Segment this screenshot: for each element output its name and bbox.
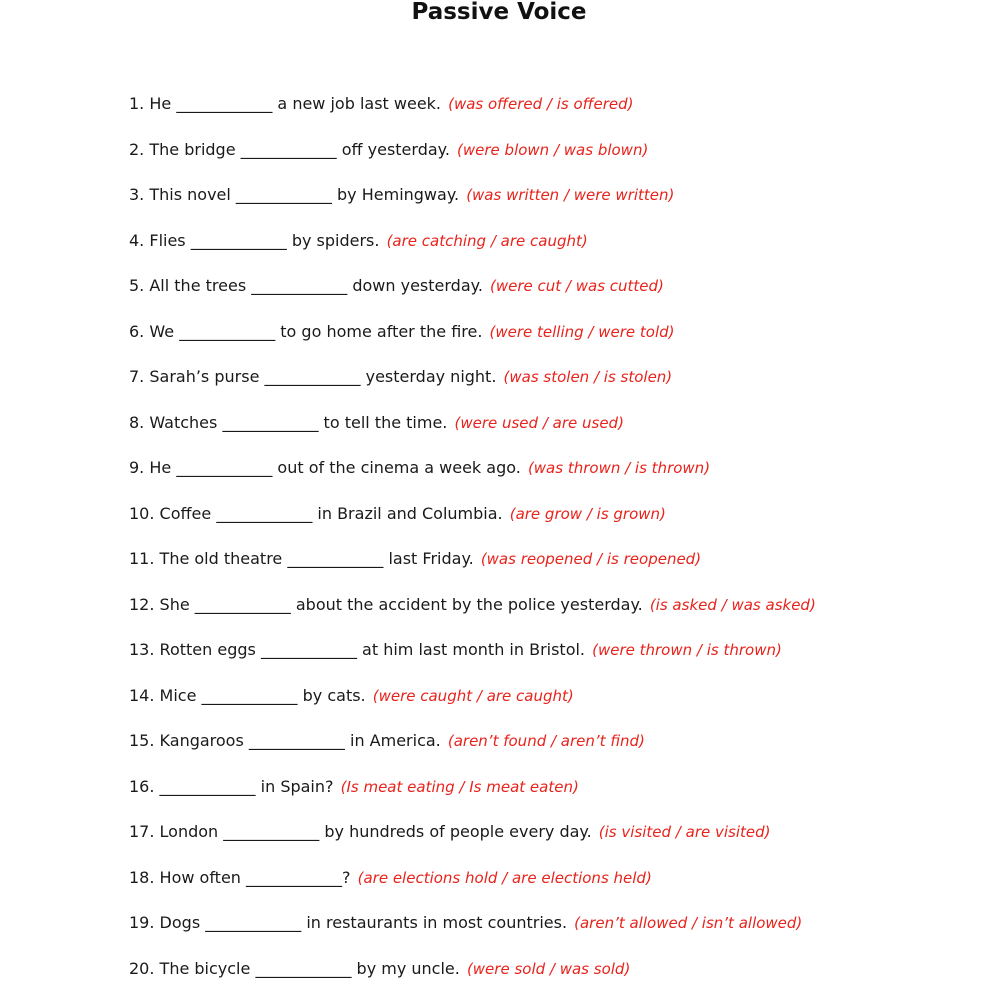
question-item	[129, 905, 816, 951]
question-text-before: He	[149, 458, 172, 477]
question-text-after: by my uncle.	[356, 958, 460, 978]
answer-blank[interactable]: ____________	[240, 139, 337, 159]
question-text-after: in Brazil and Columbia.	[317, 503, 503, 523]
question-number: 8.	[129, 412, 145, 432]
question-text-before: We	[149, 321, 175, 341]
question-number: 15.	[129, 731, 155, 750]
answer-blank[interactable]: ____________	[260, 640, 357, 659]
question-item	[129, 86, 816, 132]
question-text-before: She	[159, 594, 190, 614]
question-list	[129, 86, 816, 996]
answer-options: (were used / are used)	[454, 413, 624, 432]
question-number: 12.	[129, 594, 155, 614]
answer-blank[interactable]: ____________	[205, 913, 302, 932]
question-item	[129, 769, 816, 815]
question-text-before: The old theatre	[159, 549, 283, 568]
question-text-before: Watches	[149, 412, 218, 432]
question-text-before: Mice	[159, 685, 197, 705]
answer-options: (were sold / was sold)	[466, 959, 631, 978]
question-item	[129, 450, 816, 496]
question-text-before: Kangaroos	[159, 731, 244, 750]
question-item	[129, 132, 816, 178]
question-text-after: by Hemingway.	[337, 185, 460, 204]
question-item	[129, 814, 816, 860]
question-text-after: by spiders.	[291, 230, 380, 250]
question-number: 5.	[129, 276, 145, 295]
question-item	[129, 496, 816, 542]
question-number: 19.	[129, 913, 155, 932]
question-text-before: Sarah’s purse	[149, 367, 260, 386]
answer-blank[interactable]: ____________	[176, 94, 273, 113]
question-number: 2.	[129, 139, 145, 159]
answer-options: (Is meat eating / Is meat eaten)	[340, 777, 579, 796]
question-text-after: out of the cinema a week ago.	[277, 458, 521, 477]
question-number: 11.	[129, 549, 155, 568]
question-number: 3.	[129, 185, 145, 204]
question-item	[129, 678, 816, 724]
question-text-after: by hundreds of people every day.	[324, 822, 592, 841]
answer-options: (is visited / are visited)	[598, 823, 771, 841]
question-item	[129, 177, 816, 223]
answer-options: (aren’t found / aren’t find)	[447, 732, 645, 750]
question-number: 6.	[129, 321, 145, 341]
answer-blank[interactable]: ____________	[201, 685, 298, 705]
answer-blank[interactable]: ____________	[222, 412, 319, 432]
answer-options: (were telling / were told)	[489, 322, 675, 341]
question-item	[129, 632, 816, 678]
answer-blank[interactable]: ____________	[264, 367, 361, 386]
question-text-after: yesterday night.	[365, 367, 497, 386]
question-text-before: Rotten eggs	[159, 640, 256, 659]
question-item	[129, 860, 816, 906]
question-number: 10.	[129, 503, 155, 523]
answer-options: (was stolen / is stolen)	[503, 368, 673, 386]
answer-options: (are grow / is grown)	[509, 504, 666, 523]
question-text-after: a new job last week.	[277, 94, 442, 113]
question-text-before: Dogs	[159, 913, 201, 932]
answer-blank[interactable]: ____________	[287, 549, 384, 568]
answer-options: (was thrown / is thrown)	[527, 459, 711, 477]
answer-blank[interactable]: ____________	[235, 185, 332, 204]
question-text-after: at him last month in Bristol.	[362, 640, 586, 659]
question-text-after: last Friday.	[388, 549, 474, 568]
question-item	[129, 723, 816, 769]
question-number: 18.	[129, 867, 155, 887]
question-number: 13.	[129, 640, 155, 659]
question-text-before: The bicycle	[159, 958, 251, 978]
answer-blank[interactable]: ____________	[255, 958, 352, 978]
question-number: 1.	[129, 94, 145, 113]
answer-options: (were cut / was cutted)	[490, 277, 664, 295]
answer-blank[interactable]: ____________	[246, 867, 343, 887]
question-text-before: This novel	[149, 185, 231, 204]
question-text-before: The bridge	[149, 139, 236, 159]
question-text-after: in restaurants in most countries.	[306, 913, 568, 932]
question-item	[129, 268, 816, 314]
question-text-before: Coffee	[159, 503, 212, 523]
question-text-before: Flies	[149, 230, 186, 250]
answer-blank[interactable]: ____________	[223, 822, 320, 841]
question-text-before: London	[159, 822, 219, 841]
question-number: 17.	[129, 822, 155, 841]
question-number: 14.	[129, 685, 155, 705]
answer-blank[interactable]: ____________	[190, 230, 287, 250]
question-number: 7.	[129, 367, 145, 386]
answer-options: (were caught / are caught)	[372, 686, 574, 705]
answer-options: (were blown / was blown)	[457, 140, 649, 159]
question-item	[129, 223, 816, 269]
question-number: 20.	[129, 958, 155, 978]
answer-blank[interactable]: ____________	[179, 321, 276, 341]
question-number: 9.	[129, 458, 145, 477]
answer-blank[interactable]: ____________	[159, 776, 256, 796]
question-text-before: How often	[159, 867, 241, 887]
question-text-after: in America.	[350, 731, 441, 750]
answer-options: (were thrown / is thrown)	[592, 641, 782, 659]
answer-options: (was offered / is offered)	[448, 95, 634, 113]
answer-options: (are catching / are caught)	[386, 231, 588, 250]
question-number: 16.	[129, 776, 155, 796]
answer-options: (are elections hold / are elections held)	[357, 868, 652, 887]
question-item	[129, 359, 816, 405]
question-text-after: about the accident by the police yesterday.	[295, 594, 643, 614]
answer-blank[interactable]: ____________	[251, 276, 348, 295]
question-number: 4.	[129, 230, 145, 250]
question-item	[129, 541, 816, 587]
answer-options: (aren’t allowed / isn’t allowed)	[574, 914, 803, 932]
answer-blank[interactable]: ____________	[248, 731, 345, 750]
answer-options: (was written / were written)	[466, 186, 675, 204]
question-text-after: down yesterday.	[352, 276, 483, 295]
answer-blank[interactable]: ____________	[176, 458, 273, 477]
question-text-before: He	[149, 94, 172, 113]
answer-options: (is asked / was asked)	[649, 595, 816, 614]
question-text-after: ?	[342, 867, 351, 887]
question-item	[129, 951, 816, 997]
question-item	[129, 587, 816, 633]
question-text-after: in Spain?	[260, 776, 334, 796]
question-text-after: by cats.	[302, 685, 366, 705]
page-title: Passive Voice	[411, 0, 587, 25]
answer-blank[interactable]: ____________	[216, 503, 313, 523]
question-text-after: off yesterday.	[341, 139, 450, 159]
question-item	[129, 314, 816, 360]
answer-blank[interactable]: ____________	[194, 594, 291, 614]
question-text-before: All the trees	[149, 276, 247, 295]
question-text-after: to go home after the fire.	[280, 321, 483, 341]
answer-options: (was reopened / is reopened)	[480, 550, 702, 568]
question-item	[129, 405, 816, 451]
question-text-after: to tell the time.	[323, 412, 448, 432]
